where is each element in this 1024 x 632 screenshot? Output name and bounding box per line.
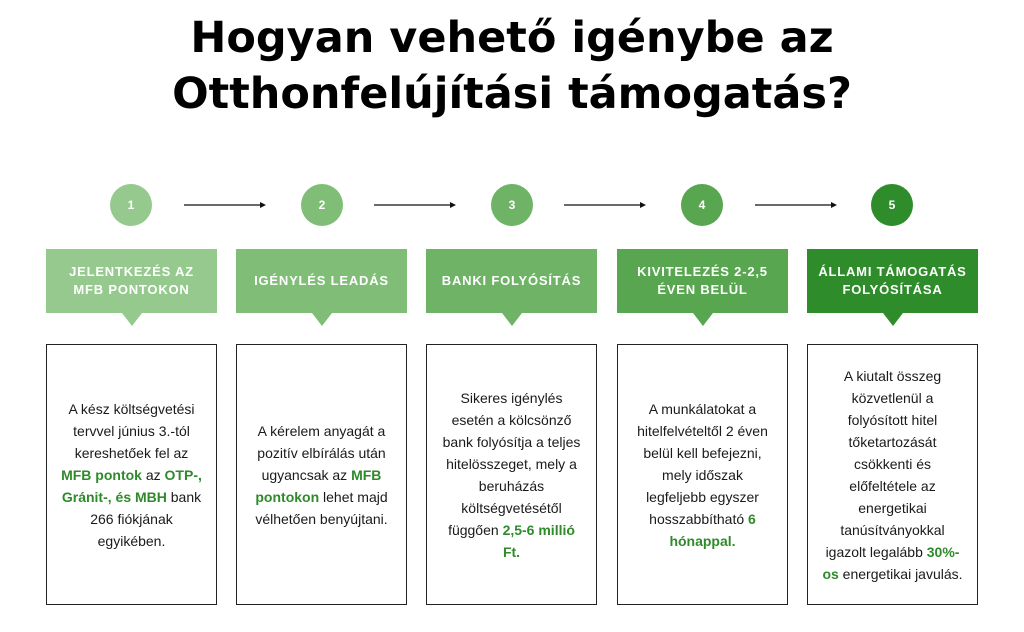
body-text: A kérelem anyagát a pozitív elbírálás után ugyancsak az [257, 422, 386, 483]
step-3-heading-box [426, 249, 597, 313]
step-5-card [807, 344, 978, 605]
step-1-number: 1 [127, 198, 135, 212]
body-text: az [141, 466, 165, 483]
highlight-text: MFB pontok [61, 466, 142, 483]
step-1-heading: JELENTKEZÉS AZ MFB PONTOKON [69, 264, 194, 297]
step-5-number: 5 [888, 198, 896, 212]
body-text: lehet majd vélhetően benyújtani. [255, 488, 388, 527]
step-1-heading-box [46, 249, 217, 313]
step-4-heading: KIVITELEZÉS 2-2,5 ÉVEN BELÜL [637, 264, 768, 297]
step-1-number-circle [110, 184, 152, 226]
step-4-card [617, 344, 788, 605]
step-5-number-circle [871, 184, 913, 226]
highlight-text: MFB pontokon [255, 466, 382, 505]
step-3-pointer [502, 313, 522, 326]
step-2-number: 2 [318, 198, 326, 212]
step-5-pointer [883, 313, 903, 326]
body-text: A kész költségvetési tervvel június 3.-tól kereshetőek fel az [68, 400, 195, 461]
step-2-card [236, 344, 407, 605]
step-3-number-circle [491, 184, 533, 226]
step-2-heading-box [236, 249, 407, 313]
title-line-1: Hogyan vehető igénybe az [190, 13, 834, 63]
step-1-card [46, 344, 217, 605]
step-2-description [251, 420, 392, 530]
step-4-number-circle [681, 184, 723, 226]
body-text: energetikai javulás. [838, 565, 963, 582]
body-text: bank 266 fiókjának egyikében. [90, 488, 202, 549]
step-3-number: 3 [508, 198, 516, 212]
arrow-3-to-4 [564, 199, 648, 211]
step-4-description [632, 398, 773, 552]
step-4-heading-box [617, 249, 788, 313]
body-text: Sikeres igénylés esetén a kölcsönző bank folyósítja a teljes hitelösszeget, mely a beruházás költségvetésétől függően [442, 389, 581, 538]
highlight-text: 6 hónappal. [669, 510, 756, 549]
step-5-heading-box [807, 249, 978, 313]
step-3-card [426, 344, 597, 605]
step-2-heading: IGÉNYLÉS LEADÁS [254, 273, 389, 288]
title-line-2: Otthonfelújítási támogatás? [172, 69, 852, 119]
step-1-pointer [122, 313, 142, 326]
step-2-number-circle [301, 184, 343, 226]
step-2-pointer [312, 313, 332, 326]
step-4-pointer [693, 313, 713, 326]
arrow-4-to-5 [755, 199, 839, 211]
step-5-description [822, 365, 963, 585]
highlight-text: OTP-, Gránit-, és MBH [61, 466, 202, 505]
highlight-text: 2,5-6 millió Ft. [502, 521, 575, 560]
page-title [0, 10, 1024, 122]
step-3-heading: BANKI FOLYÓSÍTÁS [441, 273, 582, 288]
step-1-description [61, 398, 202, 552]
arrow-1-to-2 [184, 199, 268, 211]
highlight-text: 30%-os [822, 543, 960, 582]
step-5-heading: ÁLLAMI TÁMOGATÁS FOLYÓSÍTÁSA [818, 264, 967, 297]
step-3-description [441, 387, 582, 563]
body-text: A munkálatokat a hitelfelvételtől 2 éven belül kell befejezni, mely időszak legfeljebb egyszer hosszabbítható [637, 400, 768, 527]
arrow-2-to-3 [374, 199, 458, 211]
step-4-number: 4 [698, 198, 706, 212]
body-text: A kiutalt összeg közvetlenül a folyósított hitel tőketartozását csökkenti és előfeltétele az energetikai tanúsítványokkal igazolt legalább [825, 367, 945, 560]
